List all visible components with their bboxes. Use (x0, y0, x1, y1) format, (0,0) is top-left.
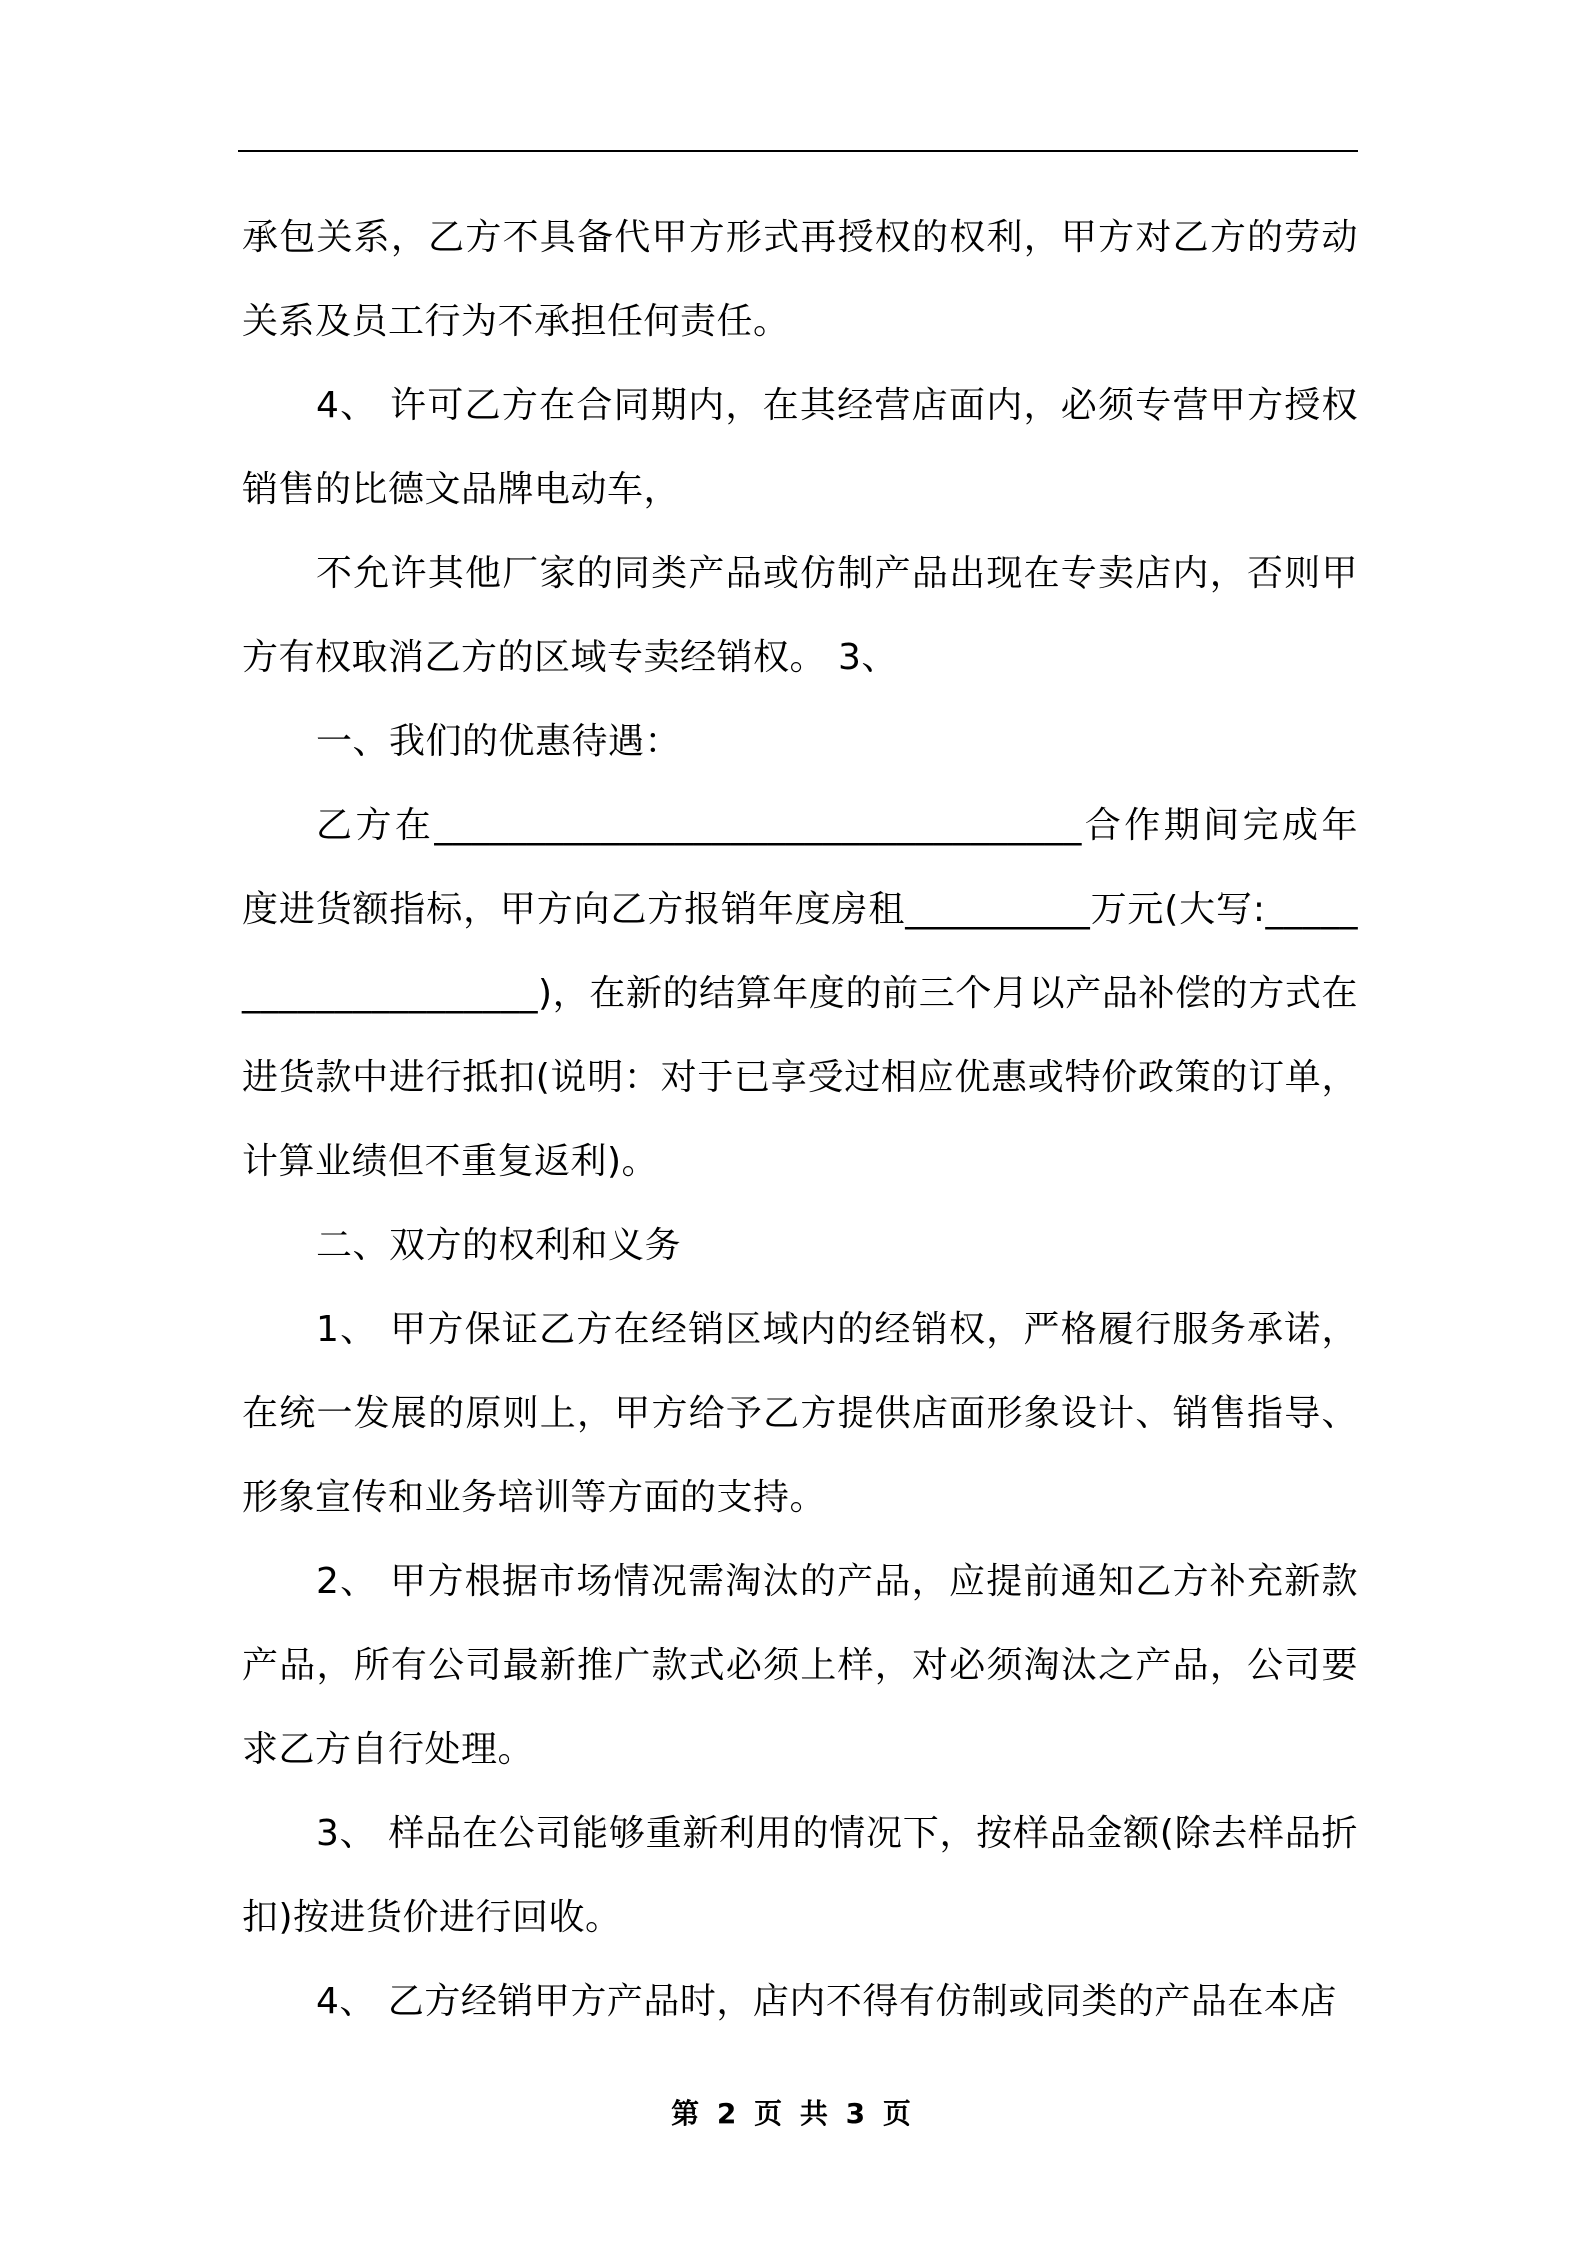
paragraph-benefits-detail: 乙方在___________________________________合作期间完成年度进货额指标，甲方向乙方报销年度房租__________万元(大写:_____________________)，在新的结算年度的前三个月以产品补偿的方式在进货款中进行抵扣(说明：对于已享受过相应优惠或特价政策的订单，计算业绩但不重复返利)。 (242, 805, 1358, 1182)
paragraph-rights-1: 1、 甲方保证乙方在经销区域内的经销权，严格履行服务承诺，在统一发展的原则上，甲方给予乙方提供店面形象设计、销售指导、形象宣传和业务培训等方面的支持。 (242, 1309, 1358, 1518)
section-heading-rights: 二、双方的权利和义务 (316, 1225, 682, 1266)
header-rule (238, 150, 1358, 152)
paragraph-rights-2: 2、 甲方根据市场情况需淘汰的产品，应提前通知乙方补充新款产品，所有公司最新推广款式必须上样，对必须淘汰之产品，公司要求乙方自行处理。 (242, 1561, 1358, 1770)
paragraph-2: 4、 许可乙方在合同期内，在其经营店面内，必须专营甲方授权销售的比德文品牌电动车， (242, 385, 1358, 510)
paragraph-1: 承包关系，乙方不具备代甲方形式再授权的权利，甲方对乙方的劳动关系及员工行为不承担任何责任。 (242, 217, 1358, 342)
paragraph-rights-4: 4、 乙方经销甲方产品时，店内不得有仿制或同类的产品在本店 (316, 1981, 1337, 2022)
paragraph-rights-3: 3、 样品在公司能够重新利用的情况下，按样品金额(除去样品折扣)按进货价进行回收。 (242, 1813, 1358, 1938)
section-heading-benefits: 一、我们的优惠待遇： (316, 721, 682, 762)
document-body (242, 196, 1358, 2044)
page-number-footer: 第 2 页 共 3 页 (671, 2097, 915, 2130)
paragraph-3: 不允许其他厂家的同类产品或仿制产品出现在专卖店内，否则甲方有权取消乙方的区域专卖经销权。 3、 (242, 553, 1358, 678)
